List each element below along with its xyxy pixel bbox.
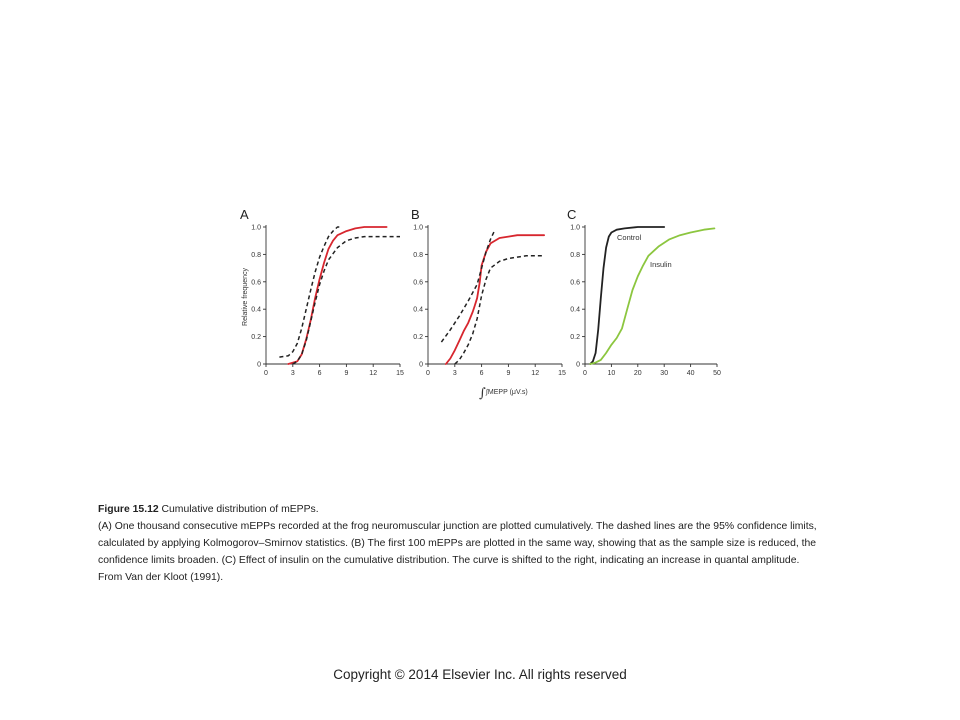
panel-a-y-tick-label: 0.8 <box>251 251 261 259</box>
figure-label: Figure 15.12 <box>98 504 159 515</box>
panel-b-x-tick-label: 6 <box>479 370 484 377</box>
panel-b-x-tick-label: 9 <box>506 370 511 377</box>
panel-b-y-tick-label: 0 <box>419 361 423 369</box>
integral-icon: ∫ <box>479 386 486 401</box>
panel-b-x-tick-label: 12 <box>531 370 540 377</box>
control-series-label: Control <box>617 233 642 242</box>
panel-c-x-tick-label: 20 <box>633 370 642 377</box>
panel-a-confidence-limit-line-1 <box>279 227 342 357</box>
plots-group <box>251 225 721 378</box>
panel-a-x-tick-label: 12 <box>369 370 378 377</box>
panel-b-confidence-limit-line-1 <box>441 230 495 342</box>
panel-b-y-tick-label: 0.8 <box>413 251 423 259</box>
panel-c-x-tick-label: 50 <box>713 370 721 377</box>
panel-c-y-tick-label: 0.4 <box>570 306 580 314</box>
panel-a-x-tick-label: 15 <box>396 370 404 377</box>
panel-a-x-tick-label: 6 <box>317 370 322 377</box>
panel-a-confidence-limit-line-2 <box>293 237 400 364</box>
panel-b-y-tick-label: 0.4 <box>413 306 423 314</box>
panel-a-y-tick-label: 0.6 <box>251 279 261 287</box>
panel-c-y-tick-label: 0.6 <box>570 279 580 287</box>
panel-a-y-tick-label: 0 <box>257 361 261 369</box>
panel-a-x-tick-label: 3 <box>290 370 295 377</box>
panel-b-y-tick-label: 0.6 <box>413 279 423 287</box>
panel-c-insulin-curve <box>590 228 714 364</box>
panel-b-confidence-limit-line-2 <box>455 256 544 364</box>
panel-a-y-tick-label: 1.0 <box>251 224 261 232</box>
panel-letter-b: B <box>411 207 420 222</box>
panel-a-y-tick-label: 0.2 <box>251 334 261 342</box>
caption-source: From Van der Kloot (1991). <box>98 572 224 583</box>
insulin-series-label: Insulin <box>650 260 672 269</box>
panel-c-y-tick-label: 1.0 <box>570 224 580 232</box>
figure-caption <box>98 501 858 586</box>
panel-a-y-tick-label: 0.4 <box>251 306 261 314</box>
panel-c-y-tick-label: 0.8 <box>570 251 580 259</box>
panel-letter-c: C <box>567 207 577 222</box>
caption-body: (A) One thousand consecutive mEPPs recorded at the frog neuromuscular junction are plotted cumulatively. The dashed lines are the 95% confidence limits, calculated by applying Kolmogorov–Smirnov statistics. (B) The first 100 mEPPs are plotted in the same way, showing that as the sample size is reduced, the confidence limits broaden. (C) Effect of insulin on the cumulative distribution. The curve is shifted to the right, indicating an increase in quantal amplitude. <box>98 521 817 566</box>
panel-c-x-tick-label: 0 <box>583 370 587 377</box>
copyright-footer: Copyright © 2014 Elsevier Inc. All rights reserved <box>333 667 627 682</box>
panel-letter-a: A <box>240 207 249 222</box>
panel-c-control-curve <box>590 227 664 364</box>
panel-a-x-tick-label: 0 <box>264 370 268 377</box>
panel-c-x-tick-label: 30 <box>660 370 669 377</box>
caption-heading <box>98 501 858 518</box>
panel-c-y-tick-label: 0 <box>576 361 580 369</box>
panel-b-y-tick-label: 1.0 <box>413 224 423 232</box>
panel-a-y-axis-label: Relative frequency <box>242 268 249 326</box>
panel-c-x-tick-label: 40 <box>686 370 695 377</box>
panel-b-x-tick-label: 0 <box>426 370 430 377</box>
panel-b-x-tick-label: 15 <box>558 370 566 377</box>
panel-b-cumulative-curve <box>446 235 544 364</box>
figure-title: Cumulative distribution of mEPPs. <box>158 504 319 515</box>
panel-c-y-tick-label: 0.2 <box>570 334 580 342</box>
panel-b-y-tick-label: 0.2 <box>413 334 423 342</box>
panel-b-x-axis-label: ∫MEPP (μV.s) <box>486 389 528 396</box>
panel-b-x-tick-label: 3 <box>452 370 457 377</box>
panel-a-x-tick-label: 9 <box>344 370 349 377</box>
panel-c-x-tick-label: 10 <box>607 370 616 377</box>
